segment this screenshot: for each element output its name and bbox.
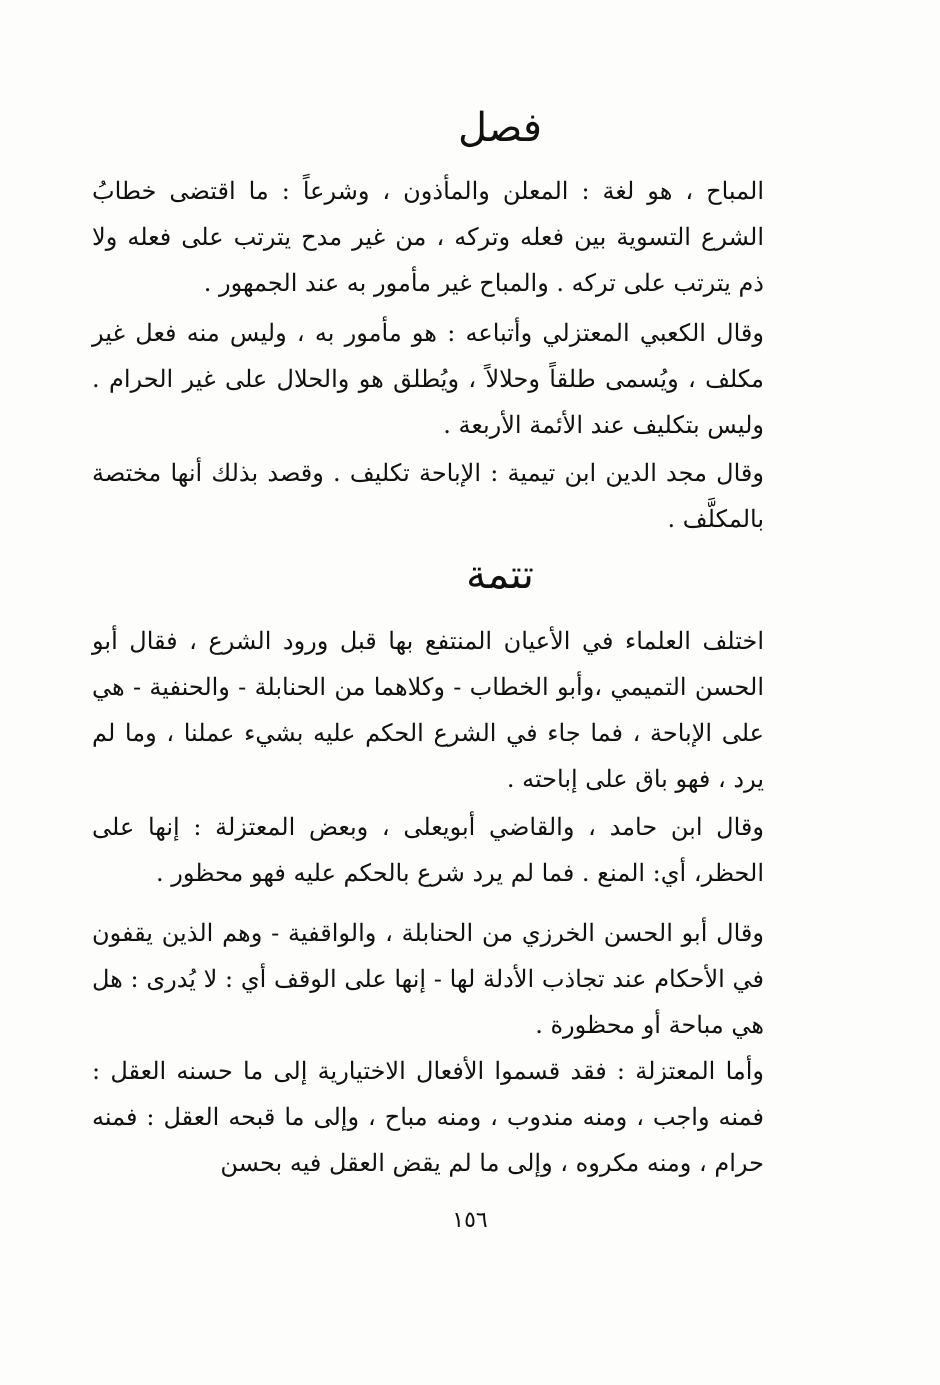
paragraph-ibn-taymiyya-opinion: وقال مجد الدين ابن تيمية : الإباحة تكليف . وقصد بذلك أنها مختصة بالمكلَّف . (92, 459, 764, 533)
section-heading-tatimma: تتمة (466, 552, 534, 598)
paragraph-mutazila-division: وأما المعتزلة : فقد قسموا الأفعال الاختيارية إلى ما حسنه العقل : فمنه واجب ، ومنه مندوب ، ومنه مباح ، وإلى ما قبحه العقل : فمنه حرام ، ومنه مكروه ، وإلى ما لم يقض العقل فيه بحسن (92, 1057, 764, 1177)
paragraph-kaabi-opinion: وقال الكعبي المعتزلي وأتباعه : هو مأمور به ، وليس منه فعل غير مكلف ، ويُسمى طلقاً وحلالاً ، ويُطلق هو والحلال على غير الحرام . وليس بتكليف عند الأئمة الأربعة . (92, 319, 764, 439)
paragraph-scholars-disagreement: اختلف العلماء في الأعيان المنتفع بها قبل ورود الشرع ، فقال أبو الحسن التميمي ،وأبو الخطاب - وكلاهما من الحنابلة - والحنفية - هي على الإباحة ، فما جاء في الشرع الحكم عليه بشيء عملنا ، وما لم يرد ، فهو باق على إباحته . (92, 627, 764, 793)
paragraph-mubah-definition: المباح ، هو لغة : المعلن والمأذون ، وشرعاً : ما اقتضى خطابُ الشرع التسوية بين فعله وتركه ، من غير مدح يترتب على فعله ولا ذم يترتب على تركه . والمباح غير مأمور به عند الجمهور . (92, 177, 764, 297)
paragraph-ibn-hamid-opinion: وقال ابن حامد ، والقاضي أبويعلى ، وبعض المعتزلة : إنها على الحظر، أي: المنع . فما لم يرد شرع بالحكم عليه فهو محظور . (92, 813, 764, 887)
section-heading-fasl: فصل (457, 105, 543, 151)
paragraph-kharazi-opinion: وقال أبو الحسن الخرزي من الحنابلة ، والواقفية - وهم الذين يقفون في الأحكام عند تجاذب الأدلة لها - إنها على الوقف أي : لا يُدرى : هل هي مباحة أو محظورة . (92, 919, 764, 1039)
page-number: ١٥٦ (452, 1208, 488, 1233)
